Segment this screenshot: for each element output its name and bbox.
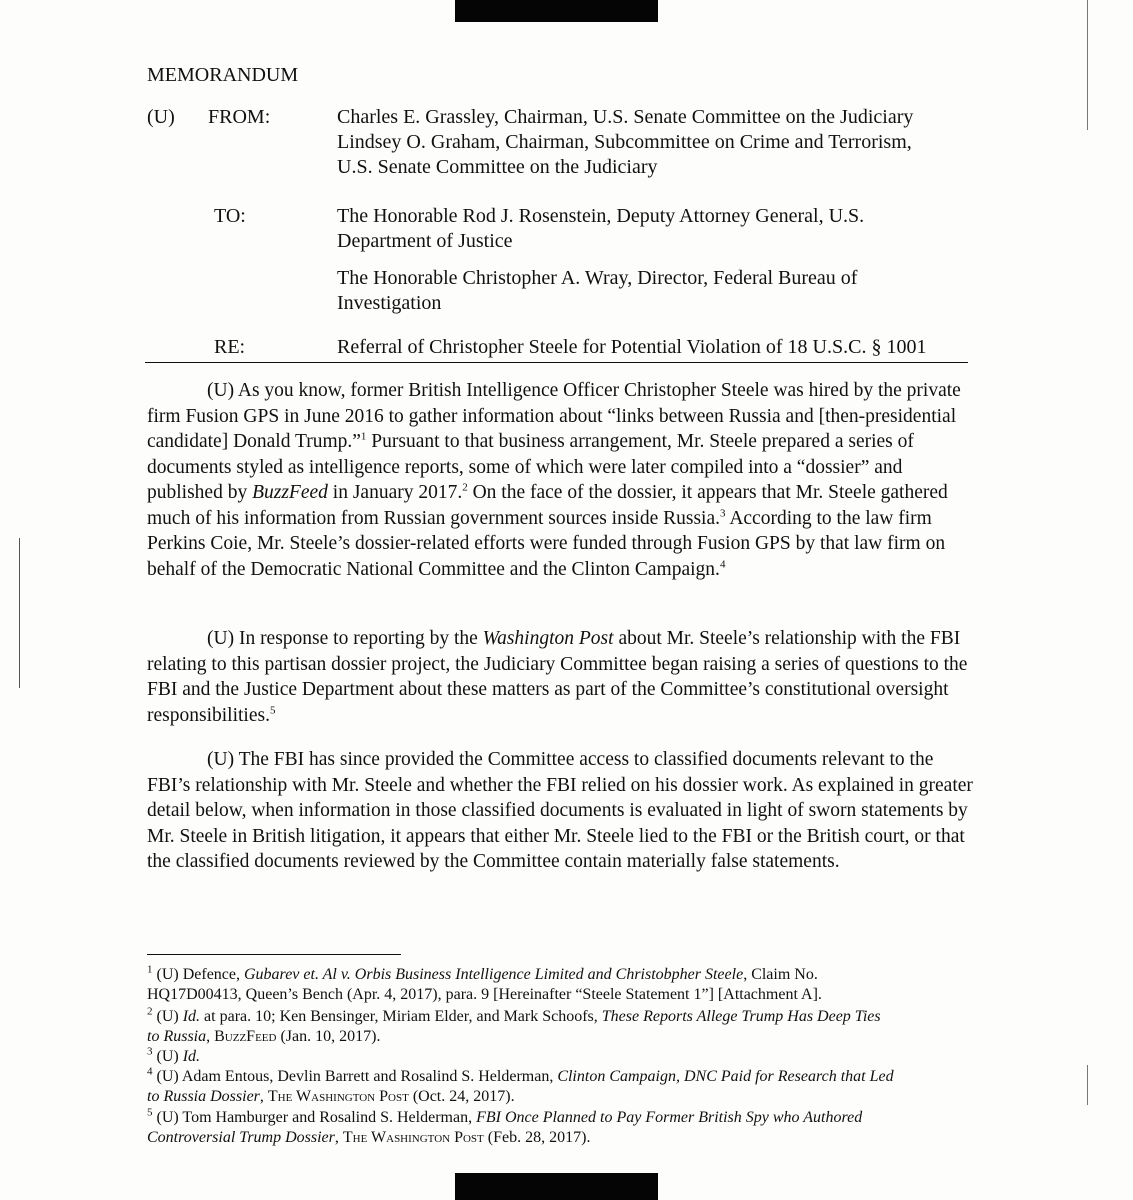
to-line: The Honorable Rod J. Rosenstein, Deputy Attorney General, U.S. (337, 205, 865, 227)
to-block-1 (337, 204, 864, 254)
from-line: Charles E. Grassley, Chairman, U.S. Senate Committee on the Judiciary (337, 106, 914, 128)
footnote-2: $^2$ (U) Id. at para. 10; Ken Bensinger, Miriam Elder, and Mark Schoofs, These Reports Allege Trump Has Deep Ties to Russia, BuzzFeed (Jan. 10, 2017). (147, 1005, 881, 1045)
memo-title: MEMORANDUM (147, 64, 299, 86)
footnote-5: $^5$ (U) Tom Hamburger and Rosalind S. Helderman, FBI Once Planned to Pay Former British Spy who Authored Controversial Trump Dossier, The Washington Post (Feb. 28, 2017). (147, 1106, 863, 1146)
to-line: Department of Justice (337, 230, 513, 252)
to-line: The Honorable Christopher A. Wray, Director, Federal Bureau of (337, 267, 858, 289)
to-label: TO: (214, 205, 246, 227)
redaction-bar-top (455, 0, 658, 22)
re-subject: Referral of Christopher Steele for Potential Violation of 18 U.S.C. § 1001 (337, 336, 927, 358)
re-label: RE: (214, 336, 246, 358)
from-line: U.S. Senate Committee on the Judiciary (337, 156, 658, 178)
classification-marking: (U) (147, 106, 175, 128)
footnote-ref: 4 (719, 558, 726, 570)
footnote-4: $^4$ (U) Adam Entous, Devlin Barrett and Rosalind S. Helderman, Clinton Campaign, DNC Paid for Research that Led to Russia Dossier, The Washington Post (Oct. 24, 2017). (147, 1065, 894, 1105)
footnote-ref: 5 (269, 704, 276, 716)
footnote-1: $^1$ (U) Defence, Gubarev et. Al v. Orbis Business Intelligence Limited and Christobpher Steele, Claim No. HQ17D00413, Queen’s Bench (Apr. 4, 2017), para. 9 [Hereinafter “Steele Statement 1”] [Attachment A]. (147, 963, 822, 1003)
paragraph-3: (U) The FBI has since provided the Committee access to classified documents relevant to the FBI’s relationship with Mr. Steele and whether the FBI relied on his dossier work. As explained in greater detail below, when information in those classified documents is evaluated in light of sworn statements by Mr. Steele in British litigation, it appears that either Mr. Steele lied to the FBI or the British court, or that the classified documents reviewed by the Committee contain materially false statements. (147, 749, 973, 872)
redaction-bar-bottom (455, 1173, 658, 1200)
publication-name: BuzzFeed (252, 482, 328, 503)
footnote-ref: 2 (462, 481, 468, 494)
footnote-ref: 3 (720, 507, 726, 519)
scan-mark-left (19, 538, 20, 688)
from-label: FROM: (208, 106, 271, 128)
footnote-ref: 1 (360, 430, 367, 443)
header-divider (145, 362, 968, 363)
to-line: Investigation (337, 292, 442, 314)
from-block (337, 105, 913, 180)
footnote-3: $^3$ (U) Id. (147, 1045, 201, 1065)
scan-mark-right-lower (1087, 1065, 1088, 1105)
scan-mark-right (1087, 0, 1088, 130)
from-line: Lindsey O. Graham, Chairman, Subcommittee on Crime and Terrorism, (337, 131, 912, 153)
footnote-divider (147, 954, 401, 955)
paragraph-2: (U) In response to reporting by the Washington Post about Mr. Steele’s relationship with the FBI relating to this partisan dossier project, the Judiciary Committee began raising a series of questions to the FBI and the Justice Department about these matters as part of the Committee’s constitutional oversight responsibilities.$^5$ (147, 628, 968, 726)
paragraph-1: (U) As you know, former British Intelligence Officer Christopher Steele was hired by the private firm Fusion GPS in June 2016 to gather information about “links between Russia and [then-presidential candidate] Donald Trump.”$^1$ Pursuant to that business arrangement, Mr. Steele prepared a series of documents styled as intelligence reports, some of which were later compiled into a “dossier” and published by BuzzFeed in January 2017.$^2$ On the face of the dossier, it appears that Mr. Steele gathered much of his information from Russian government sources inside Russia.$^3$ According to the law firm Perkins Coie, Mr. Steele’s dossier-related efforts were funded through Fusion GPS by that law firm on behalf of the Democratic National Committee and the Clinton Campaign.$^4$ (147, 380, 961, 580)
publication-name: Washington Post (482, 628, 614, 649)
to-block-2 (337, 266, 857, 316)
